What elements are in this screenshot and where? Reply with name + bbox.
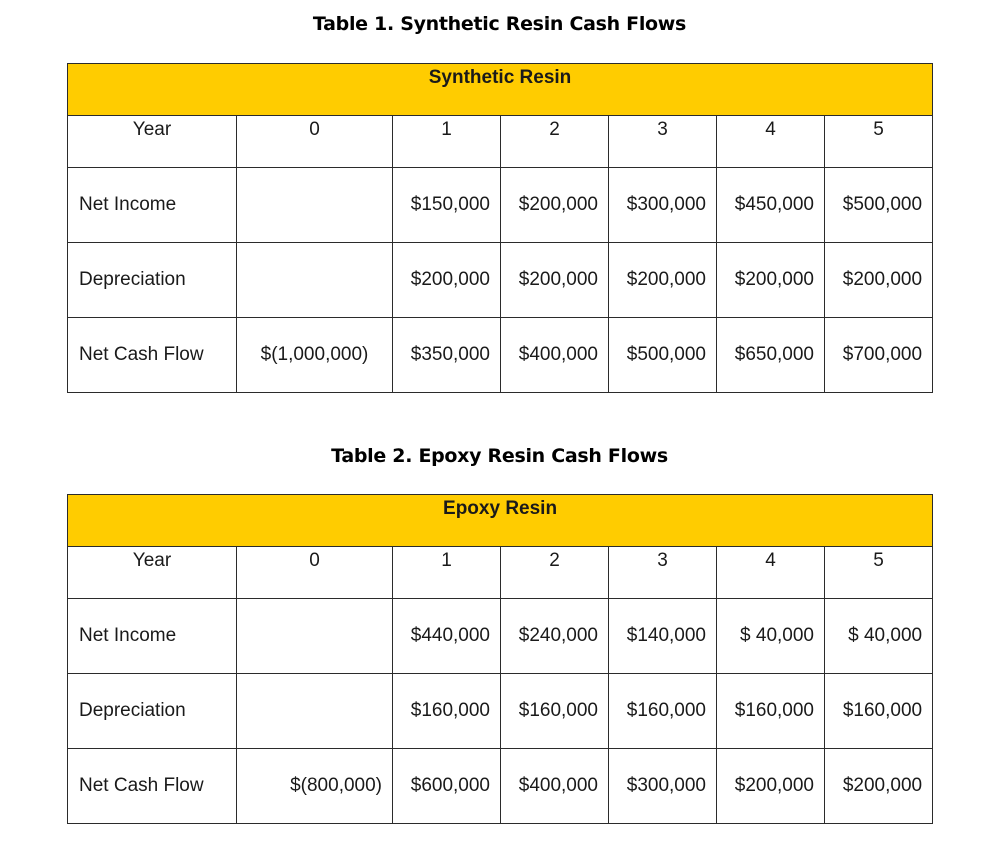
table-header-row	[68, 64, 933, 116]
year-cell: 3	[609, 547, 717, 599]
value-cell: $350,000	[393, 318, 501, 393]
value-cell: $(800,000)	[237, 749, 393, 824]
value-cell: $450,000	[717, 168, 825, 243]
year-cell: 1	[393, 116, 501, 168]
table-header: Synthetic Resin	[68, 64, 933, 116]
value-cell: $200,000	[501, 168, 609, 243]
value-cell: $160,000	[717, 674, 825, 749]
year-cell: 0	[237, 116, 393, 168]
table-header: Epoxy Resin	[68, 495, 933, 547]
row-label: Net Income	[68, 599, 237, 674]
value-cell: $200,000	[825, 243, 933, 318]
table-2-caption: Table 2. Epoxy Resin Cash Flows	[331, 445, 668, 467]
value-cell	[237, 243, 393, 318]
value-cell: $160,000	[393, 674, 501, 749]
year-cell: 4	[717, 116, 825, 168]
row-label: Net Income	[68, 168, 237, 243]
value-cell: $240,000	[501, 599, 609, 674]
synthetic-resin-cash-flow-table	[67, 63, 933, 393]
value-cell: $(1,000,000)	[237, 318, 393, 393]
year-cell: 2	[501, 116, 609, 168]
value-cell: $ 40,000	[825, 599, 933, 674]
row-label: Net Cash Flow	[68, 318, 237, 393]
value-cell: $ 40,000	[717, 599, 825, 674]
table-row-net-cash-flow	[68, 318, 933, 393]
value-cell: $500,000	[609, 318, 717, 393]
value-cell: $200,000	[501, 243, 609, 318]
year-cell: 4	[717, 547, 825, 599]
table-header-row	[68, 495, 933, 547]
year-cell: 0	[237, 547, 393, 599]
value-cell: $160,000	[501, 674, 609, 749]
value-cell: $400,000	[501, 318, 609, 393]
table-row-depreciation	[68, 674, 933, 749]
table-row-net-income	[68, 168, 933, 243]
value-cell: $600,000	[393, 749, 501, 824]
value-cell: $440,000	[393, 599, 501, 674]
table-row-depreciation	[68, 243, 933, 318]
value-cell: $300,000	[609, 749, 717, 824]
value-cell	[237, 168, 393, 243]
table-row-net-cash-flow	[68, 749, 933, 824]
row-label: Depreciation	[68, 674, 237, 749]
value-cell: $200,000	[717, 749, 825, 824]
value-cell: $160,000	[825, 674, 933, 749]
value-cell: $200,000	[609, 243, 717, 318]
value-cell: $400,000	[501, 749, 609, 824]
value-cell: $150,000	[393, 168, 501, 243]
table-1-caption: Table 1. Synthetic Resin Cash Flows	[312, 13, 687, 35]
year-label: Year	[68, 116, 237, 168]
value-cell: $200,000	[393, 243, 501, 318]
year-label: Year	[68, 547, 237, 599]
value-cell	[237, 674, 393, 749]
year-row	[68, 547, 933, 599]
row-label: Net Cash Flow	[68, 749, 237, 824]
value-cell: $700,000	[825, 318, 933, 393]
year-cell: 3	[609, 116, 717, 168]
value-cell	[237, 599, 393, 674]
epoxy-resin-cash-flow-table	[67, 494, 933, 824]
value-cell: $200,000	[825, 749, 933, 824]
value-cell: $300,000	[609, 168, 717, 243]
value-cell: $200,000	[717, 243, 825, 318]
table-row-net-income	[68, 599, 933, 674]
row-label: Depreciation	[68, 243, 237, 318]
value-cell: $650,000	[717, 318, 825, 393]
year-cell: 1	[393, 547, 501, 599]
value-cell: $500,000	[825, 168, 933, 243]
value-cell: $140,000	[609, 599, 717, 674]
year-cell: 2	[501, 547, 609, 599]
year-cell: 5	[825, 116, 933, 168]
year-row	[68, 116, 933, 168]
value-cell: $160,000	[609, 674, 717, 749]
year-cell: 5	[825, 547, 933, 599]
